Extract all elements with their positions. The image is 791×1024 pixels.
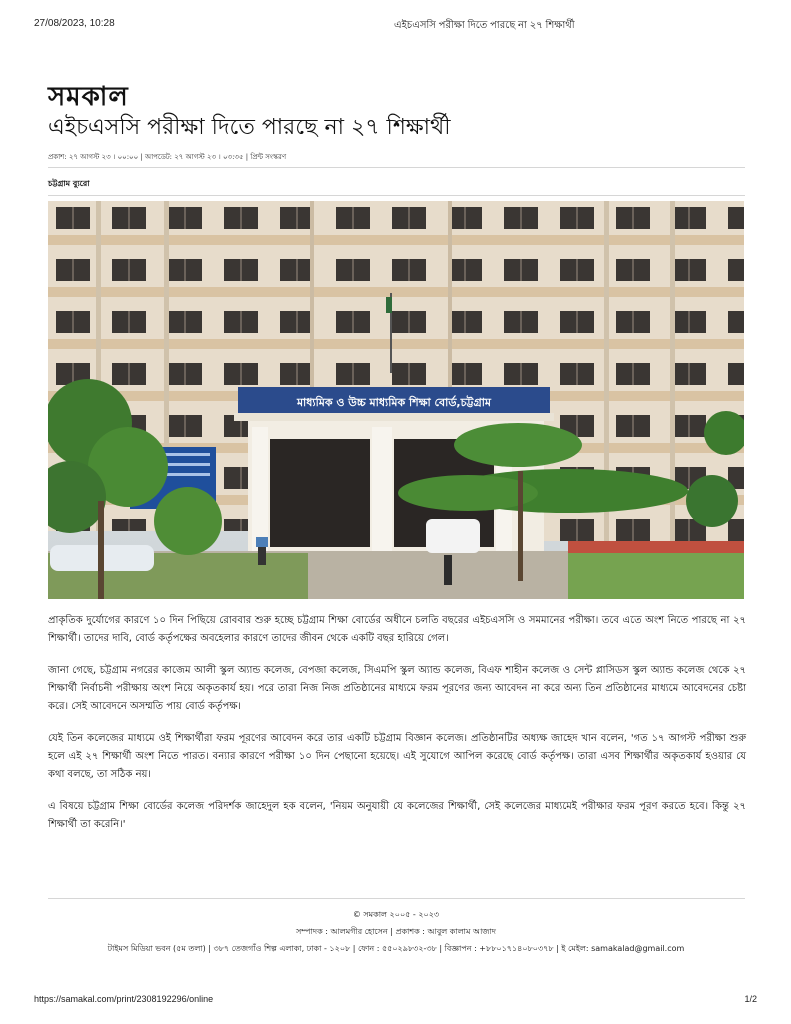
building-photo-illustration (48, 201, 744, 599)
article-paragraph: প্রাকৃতিক দুর্যোগের কারণে ১০ দিন পিছিয়ে রোববার শুরু হচ্ছে চট্টগ্রাম শিক্ষা বোর্ডের অধীনে চলতি বছরের এইচএসসি ও সমমানের পরীক্ষা। তবে এতে অংশ নিতে পারছে না ২৭ শিক্ষার্থী। তাদের দাবি, বোর্ড কর্তৃপক্ষের অবহেলার কারণে তাদের জীবন থেকে একটি বছর হারিয়ে গেল। (48, 615, 746, 644)
divider (48, 898, 745, 899)
print-footer (34, 994, 757, 1008)
sign-board-text: মাধ্যমিক ও উচ্চ মাধ্যমিক শিক্ষা বোর্ড,চট্টগ্রাম (296, 396, 492, 409)
article-paragraph: এ বিষয়ে চট্টগ্রাম শিক্ষা বোর্ডের কলেজ পরিদর্শক জাহেদুল হক বলেন, 'নিয়ম অনুযায়ী যে কলেজের শিক্ষার্থী, সেই কলেজের মাধ্যমেই পরীক্ষার ফরম পূরণ করতে হবে। কিন্তু ২৭ শিক্ষার্থী তা করেনি।' (48, 801, 746, 830)
page-number: 1/2 (744, 994, 757, 1004)
print-datetime: 27/08/2023, 10:28 (34, 18, 115, 29)
footer-editors: সম্পাদক : আলমগীর হোসেন | প্রকাশক : আবুল কালাম আজাদ (296, 927, 496, 936)
divider (48, 167, 745, 168)
print-header (34, 18, 757, 32)
article-meta: প্রকাশ: ২৭ আগস্ট ২৩ । ০০:০০ | আপডেট: ২৭ আগস্ট ২৩ । ০৩:৩৫ | প্রিন্ট সংস্করণ (48, 153, 287, 161)
article-paragraph: জানা গেছে, চট্টগ্রাম নগরের কাজেম আলী স্কুল অ্যান্ড কলেজ, বেপজা কলেজ, সিএমপি স্কুল অ্যান্ড কলেজ, বিএফ শাহীন কলেজ ও সেন্ট প্লাসিডস স্কুল অ্যান্ড কলেজ থেকে ২৭ শিক্ষার্থী নির্বাচনী পরীক্ষায় অংশ নিয়ে অকৃতকার্য হয়। পরে তারা নিজ নিজ প্রতিষ্ঠানের মাধ্যমে ফরম পূরণের জন্য আবেদন না করে অন্য তিন প্রতিষ্ঠানের মাধ্যমে আবেদনের চেষ্টা করে। সেই আবেদনে অসম্মতি পায় বোর্ড কর্তৃপক্ষ। (48, 665, 746, 712)
divider (48, 195, 745, 196)
article-author: চট্টগ্রাম ব্যুরো (48, 179, 90, 188)
article-paragraph: যেই তিন কলেজের মাধ্যমে ওই শিক্ষার্থীরা ফরম পূরণের আবেদন করে তার একটি চট্টগ্রাম বিজ্ঞান কলেজ। প্রতিষ্ঠানটির অধ্যক্ষ জাহেদ খান বলেন, 'গত ১৭ আগস্ট পরীক্ষা শুরু হলে এই ২৭ শিক্ষার্থী অংশ নিতে পারত। বন্যার কারণে পরীক্ষা ১০ দিন পেছানো হয়েছে। এই সুযোগে আপিল করেছে বোর্ড কর্তৃপক্ষ। তারা এসব শিক্ষার্থীর অকৃতকার্য হওয়ার যে কথা বলছে, তা সঠিক নয়। (48, 733, 746, 780)
article-headline: এইচএসসি পরীক্ষা দিতে পারছে না ২৭ শিক্ষার্থী (48, 115, 451, 140)
footer-address: টাইমস মিডিয়া ভবন (৫ম তলা) | ৩৮৭ তেজগাঁও শিল্প এলাকা, ঢাকা - ১২০৮ | ফোন : ৫৫০২৯৮৩২-৩৮ | বিজ্ঞাপন : +৮৮০১৭১৪০৮০৩৭৮ | ই মেইল: samakalad@gmail.com (107, 944, 685, 953)
print-url[interactable]: https://samakal.com/print/2308192296/online (34, 994, 214, 1004)
footer-copyright: © সমকাল ২০০৫ - ২০২৩ (352, 910, 440, 919)
site-logo[interactable]: সমকাল (48, 82, 129, 112)
site-footer (48, 906, 744, 957)
article-body (48, 612, 746, 848)
article-photo (48, 201, 744, 599)
print-title: এইচএসসি পরীক্ষা দিতে পারছে না ২৭ শিক্ষার্থী (394, 20, 575, 31)
